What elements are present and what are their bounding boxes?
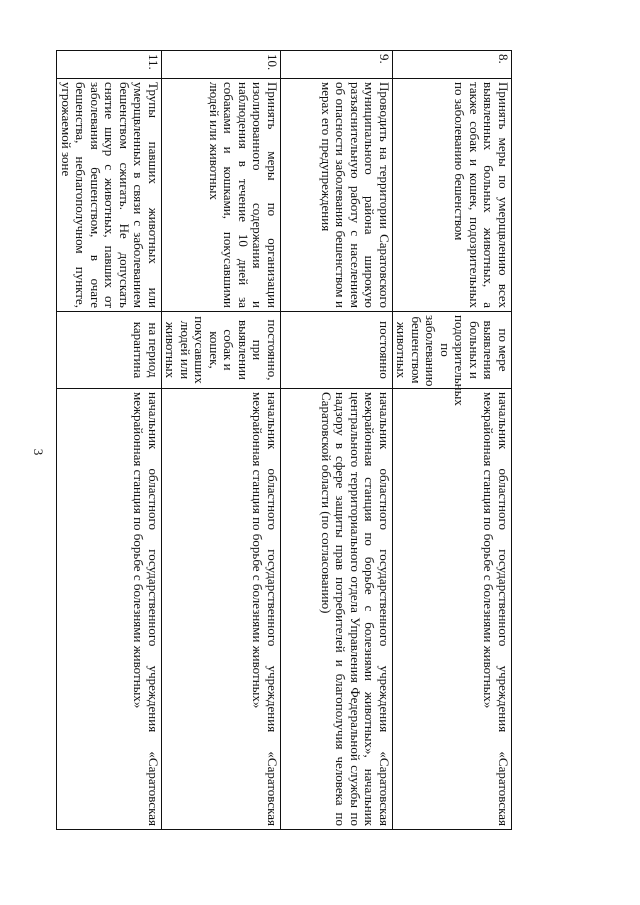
measure-text: Трупы павших животных или умерщвленных в связи с заболеванием бешенством сжигать. Не допускать снятие шкур с животных, павших от заболевания бешенством, в очаге бешенства, неблагополучном пункте, угрожаемой зоне <box>57 79 162 312</box>
responsible-text: начальник областного государственного учреждения «Саратовская межрайонная станция по борьбе с болезнями животных» <box>57 389 162 830</box>
responsible-text: начальник областного государственного учреждения «Саратовская межрайонная станция по борьбе с болезнями животных» <box>393 389 512 830</box>
measure-text: Принять меры по организации изолированного содержания и наблюдения в течение 10 дней за собаками и кошками, покусавшими людей или животных <box>162 79 281 312</box>
measure-text: Проводить на территории Саратовского муниципального района широкую разъяснительную работу с населением об опасности заболевания бешенством и мерах его предупреждения <box>281 79 393 312</box>
table-row <box>281 51 393 830</box>
row-number: 9. <box>281 51 393 79</box>
deadline-text: на период карантина <box>57 312 162 389</box>
measures-table-container <box>59 50 512 830</box>
row-number: 8. <box>393 51 512 79</box>
measure-text: Принять меры по умерщвлению всех выявленных больных животных, а также собак и кошек, подозрительных по заболеванию бешенством <box>393 79 512 312</box>
table-row <box>57 51 162 830</box>
measures-table <box>57 50 513 830</box>
table-row <box>162 51 281 830</box>
deadline-text: постоянно <box>281 312 393 389</box>
deadline-text: по мере выявления больных и подозрительных по заболеванию бешенством животных <box>393 312 512 389</box>
responsible-text: начальник областного государственного учреждения «Саратовская межрайонная станция по борьбе с болезнями животных» <box>162 389 281 830</box>
row-number: 10. <box>162 51 281 79</box>
deadline-text: постоянно, при выявлении собак и кошек, покусавших людей или животных <box>162 312 281 389</box>
row-number: 11. <box>57 51 162 79</box>
page-number: 3 <box>31 448 46 456</box>
table-row <box>393 51 512 830</box>
responsible-text: начальник областного государственного учреждения «Саратовская межрайонная станция по борьбе с болезнями животных», начальник центрального территориального отдела Управления Федеральной службы по надзору в сфере защиты прав потребителей и благополучия человека по Саратовской области (по согласованию) <box>281 389 393 830</box>
